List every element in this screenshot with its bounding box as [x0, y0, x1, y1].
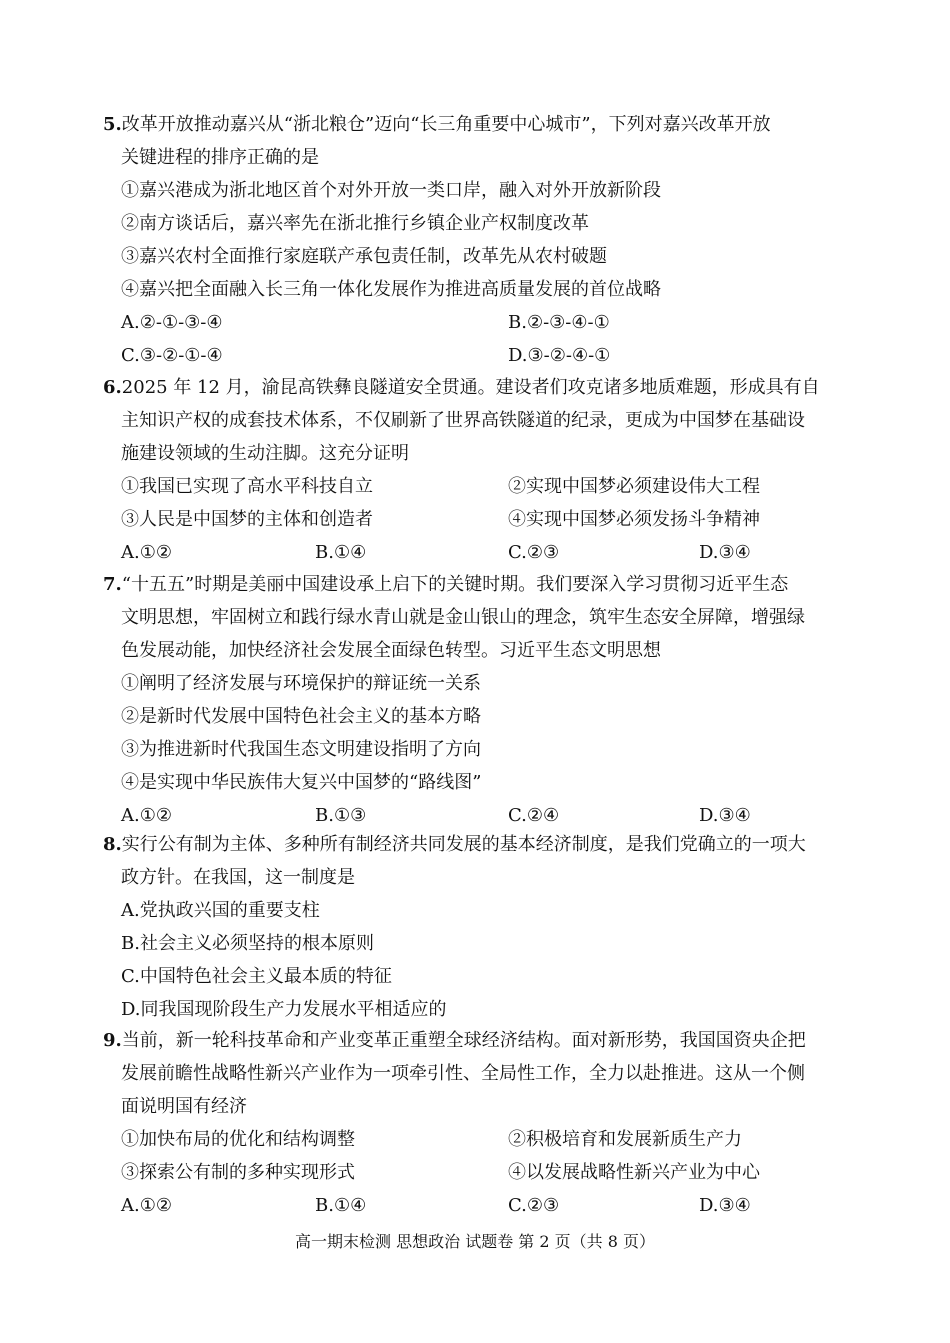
option-b: B.社会主义必须坚持的根本原则 — [121, 933, 374, 954]
option-b: B.②-③-④-① — [508, 312, 610, 333]
question-9 — [103, 1024, 863, 1222]
statement-item: ①我国已实现了高水平科技自立 — [121, 476, 373, 497]
question-stem: 政方针。在我国，这一制度是 — [121, 867, 355, 888]
option-c: C.②③ — [508, 542, 560, 563]
statement-item: ④实现中国梦必须发扬斗争精神 — [508, 509, 760, 530]
statement-item: ④是实现中华民族伟大复兴中国梦的“路线图” — [121, 772, 482, 793]
statement-item: ④嘉兴把全面融入长三角一体化发展作为推进高质量发展的首位战略 — [121, 279, 661, 300]
question-7 — [103, 568, 863, 832]
statement-item: ②是新时代发展中国特色社会主义的基本方略 — [121, 706, 481, 727]
statement-item: ①加快布局的优化和结构调整 — [121, 1129, 355, 1150]
option-d: D.同我国现阶段生产力发展水平相适应的 — [121, 999, 447, 1020]
option-a: A.①② — [121, 805, 172, 826]
question-stem: 关键进程的排序正确的是 — [121, 147, 319, 168]
question-6 — [103, 371, 863, 569]
question-stem: 文明思想，牢固树立和践行绿水青山就是金山银山的理念，筑牢生态安全屏障，增强绿 — [121, 607, 805, 628]
question-number: 6. — [103, 377, 122, 398]
option-c: C.③-②-①-④ — [121, 345, 223, 366]
statement-item: ③探索公有制的多种实现形式 — [121, 1162, 355, 1183]
statement-item: ②实现中国梦必须建设伟大工程 — [508, 476, 760, 497]
option-a: A.②-①-③-④ — [121, 312, 223, 333]
option-c: C.中国特色社会主义最本质的特征 — [121, 966, 392, 987]
question-number: 8. — [103, 834, 122, 855]
question-number: 9. — [103, 1030, 122, 1051]
question-stem: 实行公有制为主体、多种所有制经济共同发展的基本经济制度，是我们党确立的一项大 — [121, 834, 806, 855]
option-a: A.党执政兴国的重要支柱 — [121, 900, 320, 921]
option-d: D.③④ — [699, 542, 751, 563]
question-stem: 发展前瞻性战略性新兴产业作为一项牵引性、全局性工作，全力以赴推进。这从一个侧 — [121, 1063, 805, 1084]
question-stem: 主知识产权的成套技术体系，不仅刷新了世界高铁隧道的纪录，更成为中国梦在基础设 — [121, 410, 805, 431]
option-d: D.③-②-④-① — [508, 345, 611, 366]
option-d: D.③④ — [699, 1195, 751, 1216]
question-8 — [103, 828, 863, 1026]
question-stem: 当前，新一轮科技革命和产业变革正重塑全球经济结构。面对新形势，我国国资央企把 — [121, 1030, 806, 1051]
question-stem: “十五五”时期是美丽中国建设承上启下的关键时期。我们要深入学习贯彻习近平生态 — [121, 574, 789, 595]
option-b: B.①④ — [315, 1195, 367, 1216]
option-d: D.③④ — [699, 805, 751, 826]
option-a: A.①② — [121, 542, 172, 563]
question-stem: 面说明国有经济 — [121, 1096, 247, 1117]
option-c: C.②③ — [508, 1195, 560, 1216]
option-b: B.①③ — [315, 805, 367, 826]
question-stem: 色发展动能，加快经济社会发展全面绿色转型。习近平生态文明思想 — [121, 640, 661, 661]
statement-item: ④以发展战略性新兴产业为中心 — [508, 1162, 760, 1183]
statement-item: ②南方谈话后，嘉兴率先在浙北推行乡镇企业产权制度改革 — [121, 213, 589, 234]
question-stem: 2025 年 12 月，渝昆高铁彝良隧道安全贯通。建设者们攻克诸多地质难题，形成具有自 — [121, 377, 820, 398]
statement-item: ③为推进新时代我国生态文明建设指明了方向 — [121, 739, 481, 760]
question-number: 7. — [103, 574, 122, 595]
statement-item: ①阐明了经济发展与环境保护的辩证统一关系 — [121, 673, 481, 694]
option-c: C.②④ — [508, 805, 560, 826]
option-b: B.①④ — [315, 542, 367, 563]
question-stem: 改革开放推动嘉兴从“浙北粮仓”迈向“长三角重要中心城市”，下列对嘉兴改革开放 — [121, 114, 771, 135]
question-number: 5. — [103, 114, 122, 135]
question-stem: 施建设领域的生动注脚。这充分证明 — [121, 443, 409, 464]
statement-item: ②积极培育和发展新质生产力 — [508, 1129, 742, 1150]
page-footer: 高一期末检测 思想政治 试题卷 第 2 页（共 8 页） — [295, 1232, 655, 1251]
question-5 — [103, 108, 863, 372]
statement-item: ①嘉兴港成为浙北地区首个对外开放一类口岸，融入对外开放新阶段 — [121, 180, 661, 201]
statement-item: ③嘉兴农村全面推行家庭联产承包责任制，改革先从农村破题 — [121, 246, 607, 267]
option-a: A.①② — [121, 1195, 172, 1216]
statement-item: ③人民是中国梦的主体和创造者 — [121, 509, 373, 530]
